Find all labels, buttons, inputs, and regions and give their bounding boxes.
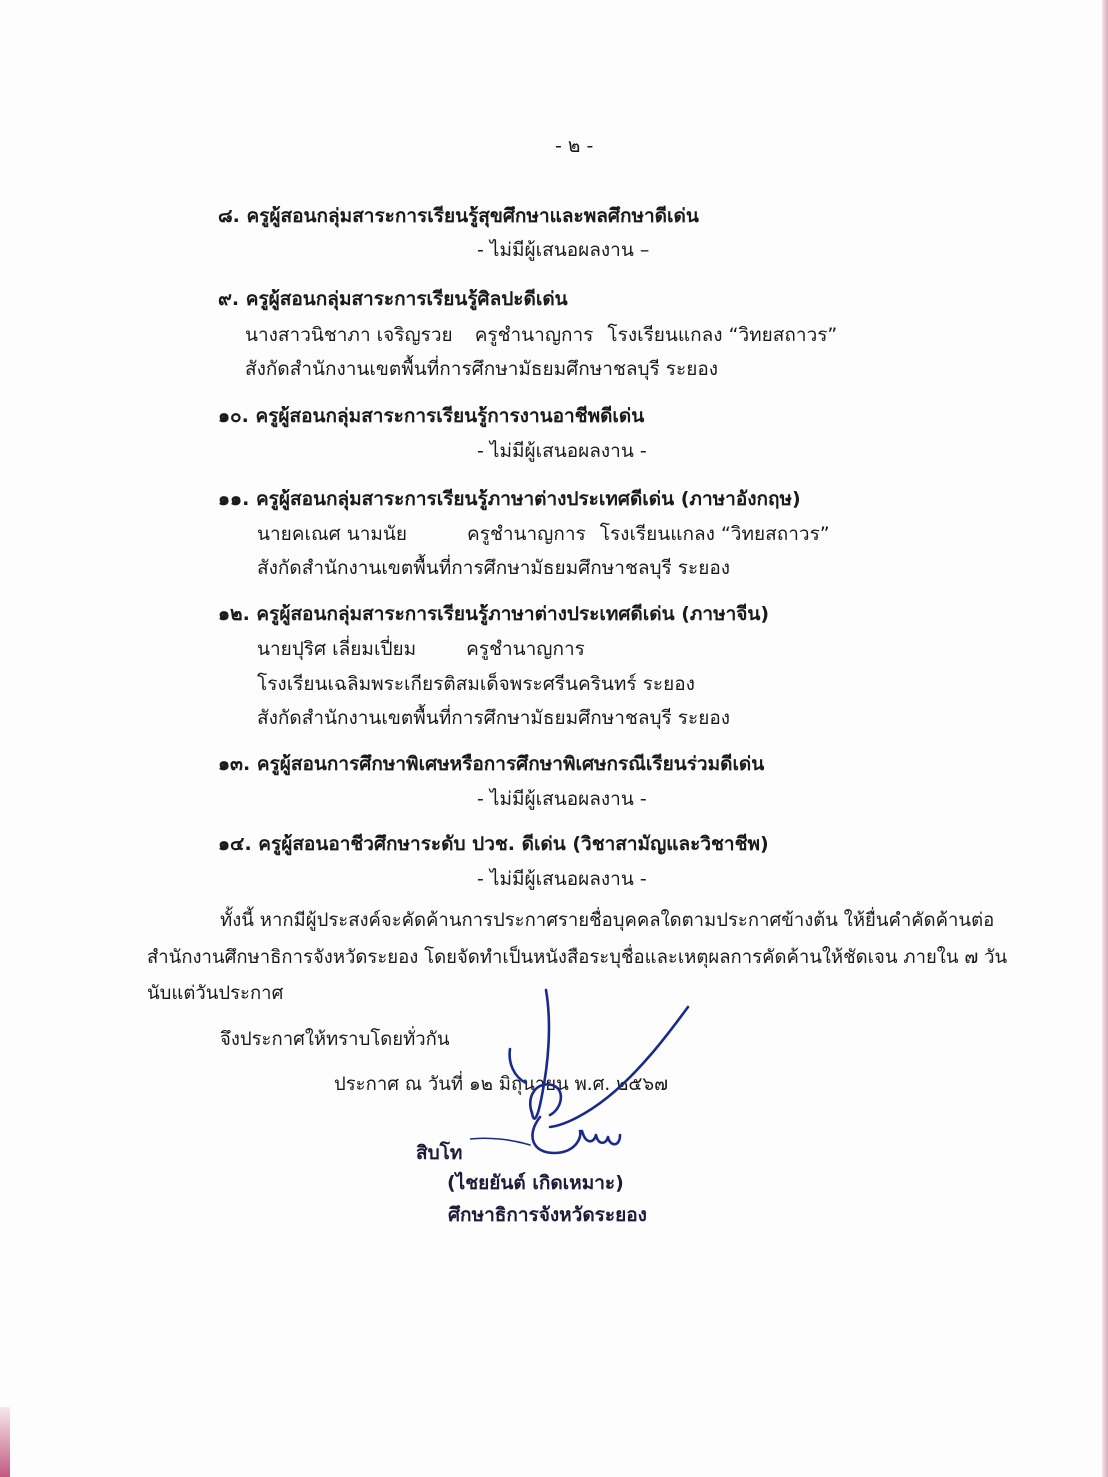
item-8-heading: ๘. ครูผู้สอนกลุ่มสาระการเรียนรู้สุขศึกษาและพลศึกษาดีเด่น (218, 205, 699, 227)
item-12-heading: ๑๒. ครูผู้สอนกลุ่มสาระการเรียนรู้ภาษาต่างประเทศดีเด่น (ภาษาจีน) (218, 603, 770, 625)
item-11-person-rank: ครูชำนาญการ (467, 523, 586, 545)
item-12-school: โรงเรียนเฉลิมพระเกียรติสมเด็จพระศรีนครินทร์ ระยอง (257, 673, 695, 695)
page-corner-edge (0, 1407, 10, 1477)
item-9-person-name: นางสาวนิชาภา เจริญรวย (245, 324, 453, 346)
closing-line-3: นับแต่วันประกาศ (147, 983, 284, 1004)
item-9-person-school: โรงเรียนแกลง “วิทยสถาวร” (607, 324, 838, 346)
item-11-person-name: นายคเณศ นามนัย (257, 523, 408, 545)
signer-name: (ไชยยันต์ เกิดเหมาะ) (447, 1172, 624, 1194)
closing-line-1: ทั้งนี้ หากมีผู้ประสงค์จะคัดค้านการประกาศรายชื่อบุคคลใดตามประกาศข้างต้น ให้ยื่นคำคัดค้านต่อ (220, 910, 995, 931)
item-13-note: - ไม่มีผู้เสนอผลงาน - (477, 788, 647, 810)
page-number: - ๒ - (555, 135, 594, 157)
announce-line: จึงประกาศให้ทราบโดยทั่วกัน (220, 1029, 450, 1050)
item-10-heading: ๑๐. ครูผู้สอนกลุ่มสาระการเรียนรู้การงานอาชีพดีเด่น (218, 405, 645, 427)
item-9-person-rank: ครูชำนาญการ (474, 324, 594, 346)
item-10-note: - ไม่มีผู้เสนอผลงาน - (477, 440, 647, 462)
item-12-affiliation: สังกัดสำนักงานเขตพื้นที่การศึกษามัธยมศึกษาชลบุรี ระยอง (257, 707, 731, 729)
item-12-person (257, 636, 585, 662)
announce-date: ประกาศ ณ วันที่ ๑๒ มิถุนายน พ.ศ. ๒๕๖๗ (334, 1074, 669, 1095)
item-11-person-school: โรงเรียนแกลง “วิทยสถาวร” (599, 523, 830, 545)
item-9-heading: ๙. ครูผู้สอนกลุ่มสาระการเรียนรู้ศิลปะดีเด่น (218, 288, 568, 310)
item-11-person (257, 521, 830, 547)
item-8-note: - ไม่มีผู้เสนอผลงาน – (477, 239, 650, 261)
handwritten-signature (470, 985, 700, 1160)
item-14-note: - ไม่มีผู้เสนอผลงาน - (477, 868, 647, 890)
item-9-affiliation: สังกัดสำนักงานเขตพื้นที่การศึกษามัธยมศึกษาชลบุรี ระยอง (245, 358, 719, 380)
item-11-heading: ๑๑. ครูผู้สอนกลุ่มสาระการเรียนรู้ภาษาต่างประเทศดีเด่น (ภาษาอังกฤษ) (218, 488, 801, 510)
closing-line-2: สำนักงานศึกษาธิการจังหวัดระยอง โดยจัดทำเป็นหนังสือระบุชื่อและเหตุผลการคัดค้านให้ชัดเจน ภายใน ๗ วัน (147, 947, 1008, 968)
item-11-affiliation: สังกัดสำนักงานเขตพื้นที่การศึกษามัธยมศึกษาชลบุรี ระยอง (257, 557, 731, 579)
item-14-heading: ๑๔. ครูผู้สอนอาชีวศึกษาระดับ ปวช. ดีเด่น (วิชาสามัญและวิชาชีพ) (218, 833, 769, 855)
item-12-person-rank: ครูชำนาญการ (466, 638, 585, 660)
signer-position: ศึกษาธิการจังหวัดระยอง (448, 1204, 647, 1226)
signer-title: สิบโท (416, 1142, 463, 1164)
page-edge-shadow (1102, 0, 1108, 1477)
item-12-person-name: นายปุริศ เลี่ยมเปี่ยม (257, 638, 417, 660)
item-9-person (245, 322, 837, 348)
item-13-heading: ๑๓. ครูผู้สอนการศึกษาพิเศษหรือการศึกษาพิเศษกรณีเรียนร่วมดีเด่น (218, 753, 765, 775)
